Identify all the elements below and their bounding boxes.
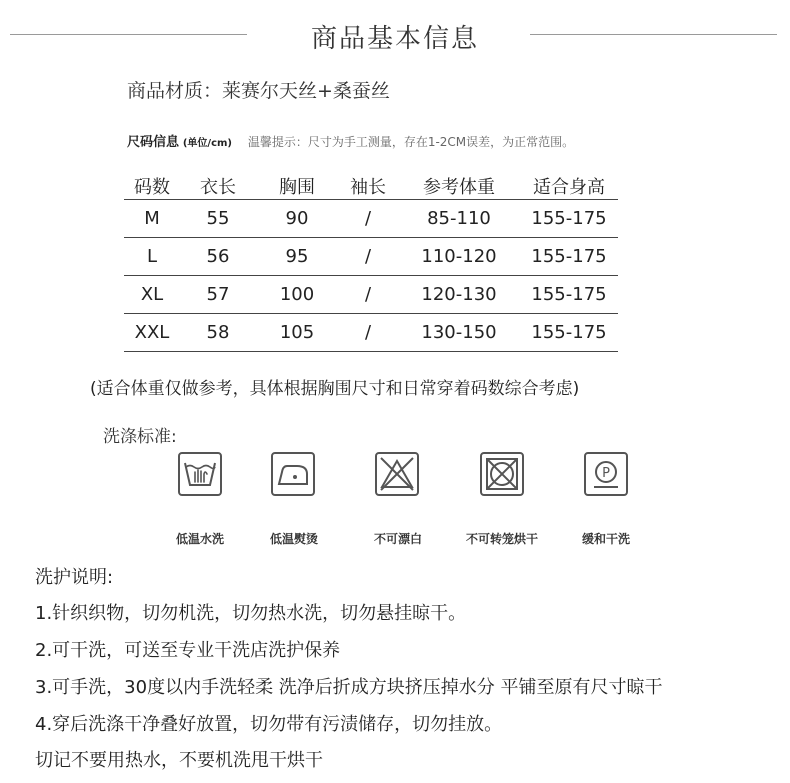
cell-weight: 130-150	[398, 314, 520, 352]
header-sleeve: 袖长	[350, 176, 386, 198]
weight-note: (适合体重仅做参考，具体根据胸围尺寸和日常穿着码数综合考虑)	[90, 379, 580, 399]
header-size: 码数	[134, 176, 170, 198]
cell-weight: 85-110	[398, 200, 520, 238]
page-title: 商品基本信息	[310, 24, 479, 54]
label-low-temp-iron: 低温熨烫	[269, 532, 319, 546]
cell-weight: 110-120	[398, 238, 520, 276]
care-line-1: 1.针织织物，切勿机洗，切勿热水洗，切勿悬挂晾干。	[35, 603, 467, 624]
care-line-2: 2.可干洗，可送至专业干洗店洗护保养	[35, 640, 341, 661]
cell-height: 155-175	[520, 238, 618, 276]
label-low-temp-wash: 低温水洗	[175, 532, 225, 546]
label-no-tumble-dry: 不可转笼烘干	[465, 532, 539, 546]
cell-sleeve: /	[338, 200, 398, 238]
size-info-tip: 温馨提示：尺寸为手工测量，存在1-2CM误差，为正常范围。	[247, 135, 575, 149]
low-temp-wash-icon	[178, 452, 222, 496]
header-weight: 参考体重	[423, 176, 495, 198]
material-text: 商品材质：莱赛尔天丝+桑蚕丝	[127, 80, 390, 102]
care-title: 洗护说明:	[35, 567, 114, 588]
cell-height: 155-175	[520, 200, 618, 238]
size-info	[127, 131, 574, 150]
low-temp-iron-icon	[271, 452, 315, 496]
header-chest: 胸围	[279, 176, 315, 198]
cell-chest: 95	[256, 238, 338, 276]
cell-length: 57	[180, 276, 256, 314]
cell-height: 155-175	[520, 276, 618, 314]
table-row	[124, 238, 618, 276]
cell-chest: 90	[256, 200, 338, 238]
cell-height: 155-175	[520, 314, 618, 352]
care-line-3: 3.可手洗，30度以内手洗轻柔 洗净后折成方块挤压掉水分 平铺至原有尺寸晾干	[35, 677, 663, 698]
care-line-4: 4.穿后洗涤干净叠好放置，切勿带有污渍储存，切勿挂放。	[35, 714, 503, 735]
cell-length: 58	[180, 314, 256, 352]
size-table	[124, 172, 618, 352]
header-height: 适合身高	[533, 176, 605, 198]
size-info-unit: (单位/cm)	[182, 138, 232, 149]
table-row	[124, 314, 618, 352]
label-gentle-dry-clean: 缓和干洗	[581, 532, 631, 546]
cell-length: 56	[180, 238, 256, 276]
cell-sleeve: /	[338, 314, 398, 352]
header-length: 衣长	[200, 176, 236, 198]
table-row	[124, 276, 618, 314]
label-no-bleach: 不可漂白	[373, 532, 423, 546]
cell-weight: 120-130	[398, 276, 520, 314]
cell-size: XXL	[124, 314, 180, 352]
cell-sleeve: /	[338, 238, 398, 276]
care-line-5: 切记不要用热水，不要机洗甩干烘干	[35, 750, 323, 771]
cell-size: M	[124, 200, 180, 238]
size-info-label: 尺码信息	[127, 135, 180, 150]
washing-icons	[0, 452, 790, 546]
cell-size: L	[124, 238, 180, 276]
table-row	[124, 200, 618, 238]
cell-length: 55	[180, 200, 256, 238]
cell-chest: 100	[256, 276, 338, 314]
svg-text:P: P	[602, 466, 610, 481]
washing-title: 洗涤标准:	[103, 427, 177, 447]
no-tumble-dry-icon	[480, 452, 524, 496]
cell-chest: 105	[256, 314, 338, 352]
size-table-header	[124, 172, 618, 200]
gentle-dry-clean-icon	[584, 452, 628, 496]
cell-sleeve: /	[338, 276, 398, 314]
no-bleach-icon	[375, 452, 419, 496]
cell-size: XL	[124, 276, 180, 314]
